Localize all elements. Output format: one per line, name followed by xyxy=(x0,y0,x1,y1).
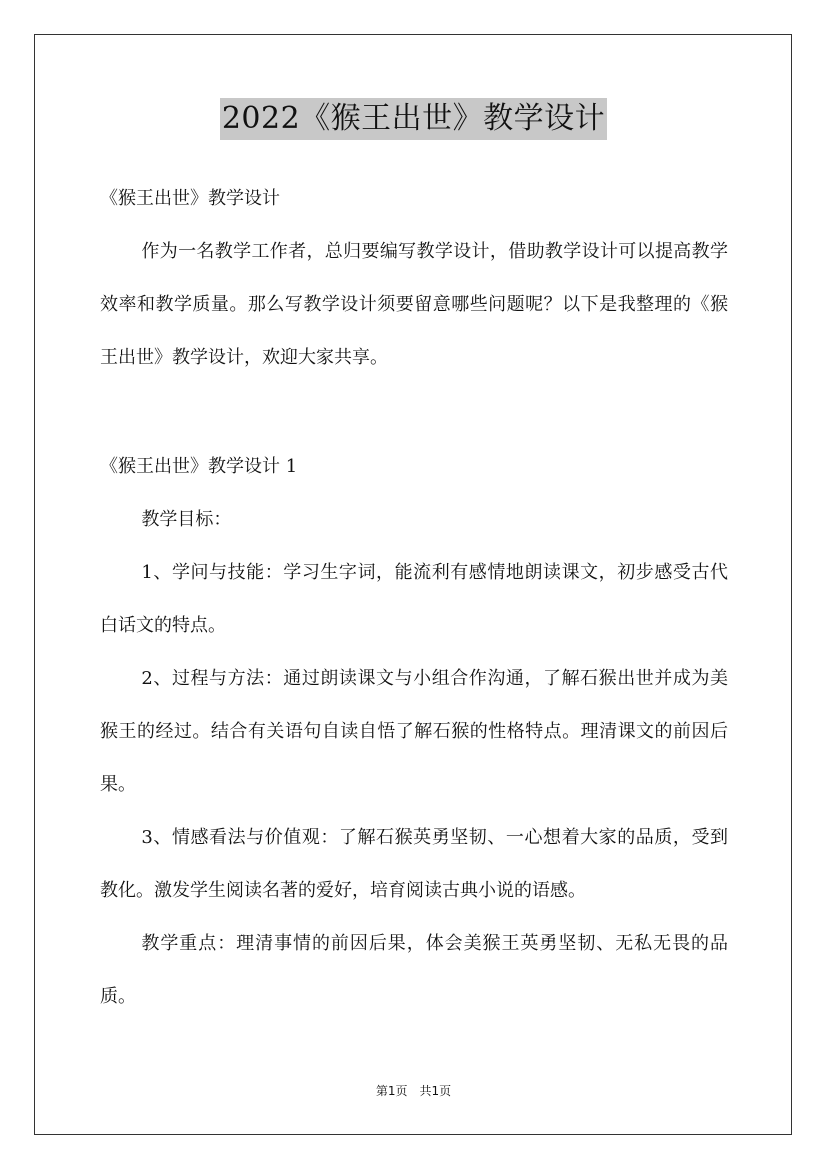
document-body xyxy=(100,172,728,1023)
section-spacer xyxy=(100,384,728,440)
goals-label: 教学目标： xyxy=(141,509,232,530)
teaching-key-point: 教学重点：理清事情的前因后果，体会美猴王英勇坚韧、无私无畏的品质。 xyxy=(100,933,728,1007)
goal-process-method: 2、过程与方法：通过朗读课文与小组合作沟通，了解石猴出世并成为美猴王的经过。结合有关语句自读自悟了解石猴的性格特点。理清课文的前因后果。 xyxy=(100,668,728,795)
intro-paragraph: 作为一名教学工作者，总归要编写教学设计，借助教学设计可以提高教学效率和教学质量。那么写教学设计须要留意哪些问题呢？以下是我整理的《猴王出世》教学设计，欢迎大家共享。 xyxy=(100,241,728,368)
section-heading: 《猴王出世》教学设计 1 xyxy=(100,456,298,477)
goal-knowledge-skills: 1、学问与技能：学习生字词，能流利有感情地朗读课文，初步感受古代白话文的特点。 xyxy=(100,562,728,636)
goal-emotion-values: 3、情感看法与价值观：了解石猴英勇坚韧、一心想着大家的品质，受到教化。激发学生阅读名著的爱好，培育阅读古典小说的语感。 xyxy=(100,827,728,901)
page-footer: 第1页 共1页 xyxy=(375,1084,452,1098)
document-subtitle: 《猴王出世》教学设计 xyxy=(100,188,280,209)
document-title: 2022《猴王出世》教学设计 xyxy=(220,98,607,140)
title-container xyxy=(0,98,827,140)
